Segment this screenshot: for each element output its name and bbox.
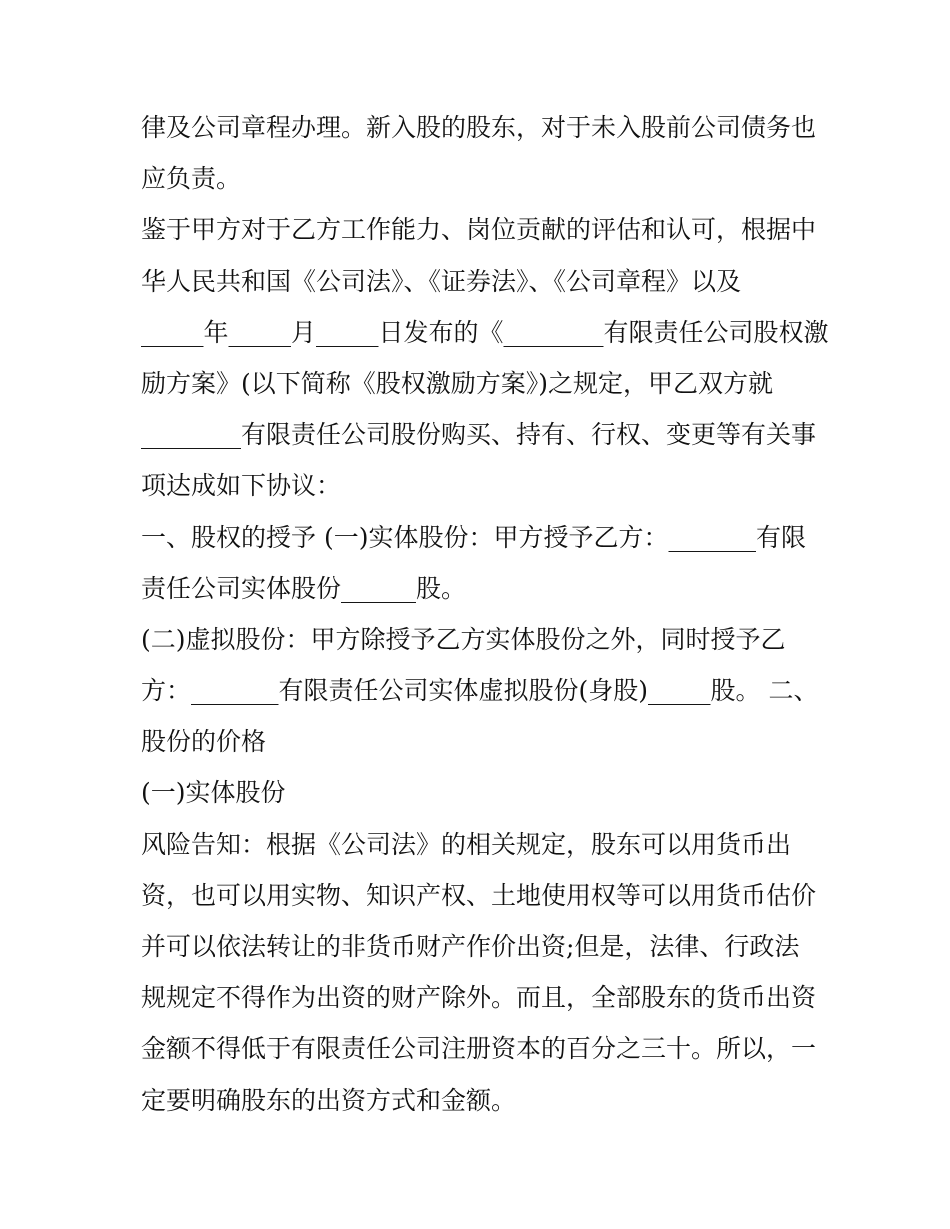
text-line: 应负责。 bbox=[141, 164, 242, 194]
text-line: 方：_______有限责任公司实体虚拟股份(身股)_____股。 二、 bbox=[141, 676, 819, 706]
text-line: 风险告知：根据《公司法》的相关规定，股东可以用货币出 bbox=[141, 829, 792, 859]
document-body bbox=[141, 102, 829, 1126]
text-line: 一、股权的授予 (一)实体股份：甲方授予乙方：_______有限 bbox=[141, 522, 806, 552]
text-line: 并可以依法转让的非货币财产作价出资;但是，法律、行政法 bbox=[141, 932, 800, 961]
text-line: 资，也可以用实物、知识产权、土地使用权等可以用货币估价 bbox=[141, 880, 817, 910]
text-line: 责任公司实体股份______股。 bbox=[141, 573, 467, 603]
text-line: (一)实体股份 bbox=[141, 778, 286, 808]
text-line: 金额不得低于有限责任公司注册资本的百分之三十。所以，一 bbox=[141, 1034, 817, 1064]
text-line: ________有限责任公司股份购买、持有、行权、变更等有关事 bbox=[141, 420, 817, 450]
text-line: 律及公司章程办理。新入股的股东，对于未入股前公司债务也 bbox=[141, 113, 817, 142]
text-line: 励方案》(以下简称《股权激励方案》)之规定，甲乙双方就 bbox=[141, 368, 774, 398]
text-line: 项达成如下协议： bbox=[141, 471, 342, 501]
text-line: 鉴于甲方对于乙方工作能力、岗位贡献的评估和认可，根据中 bbox=[141, 215, 817, 245]
text-line: (二)虚拟股份：甲方除授予乙方实体股份之外，同时授予乙 bbox=[141, 624, 786, 654]
text-line: _____年_____月_____日发布的《________有限责任公司股权激 bbox=[141, 317, 829, 347]
text-line: 规规定不得作为出资的财产除外。而且，全部股东的货币出资 bbox=[141, 983, 817, 1013]
text-line: 股份的价格 bbox=[141, 727, 267, 757]
text-line: 定要明确股东的出资方式和金额。 bbox=[141, 1085, 517, 1115]
text-line: 华人民共和国《公司法》、《证券法》、《公司章程》以及 bbox=[141, 266, 742, 296]
